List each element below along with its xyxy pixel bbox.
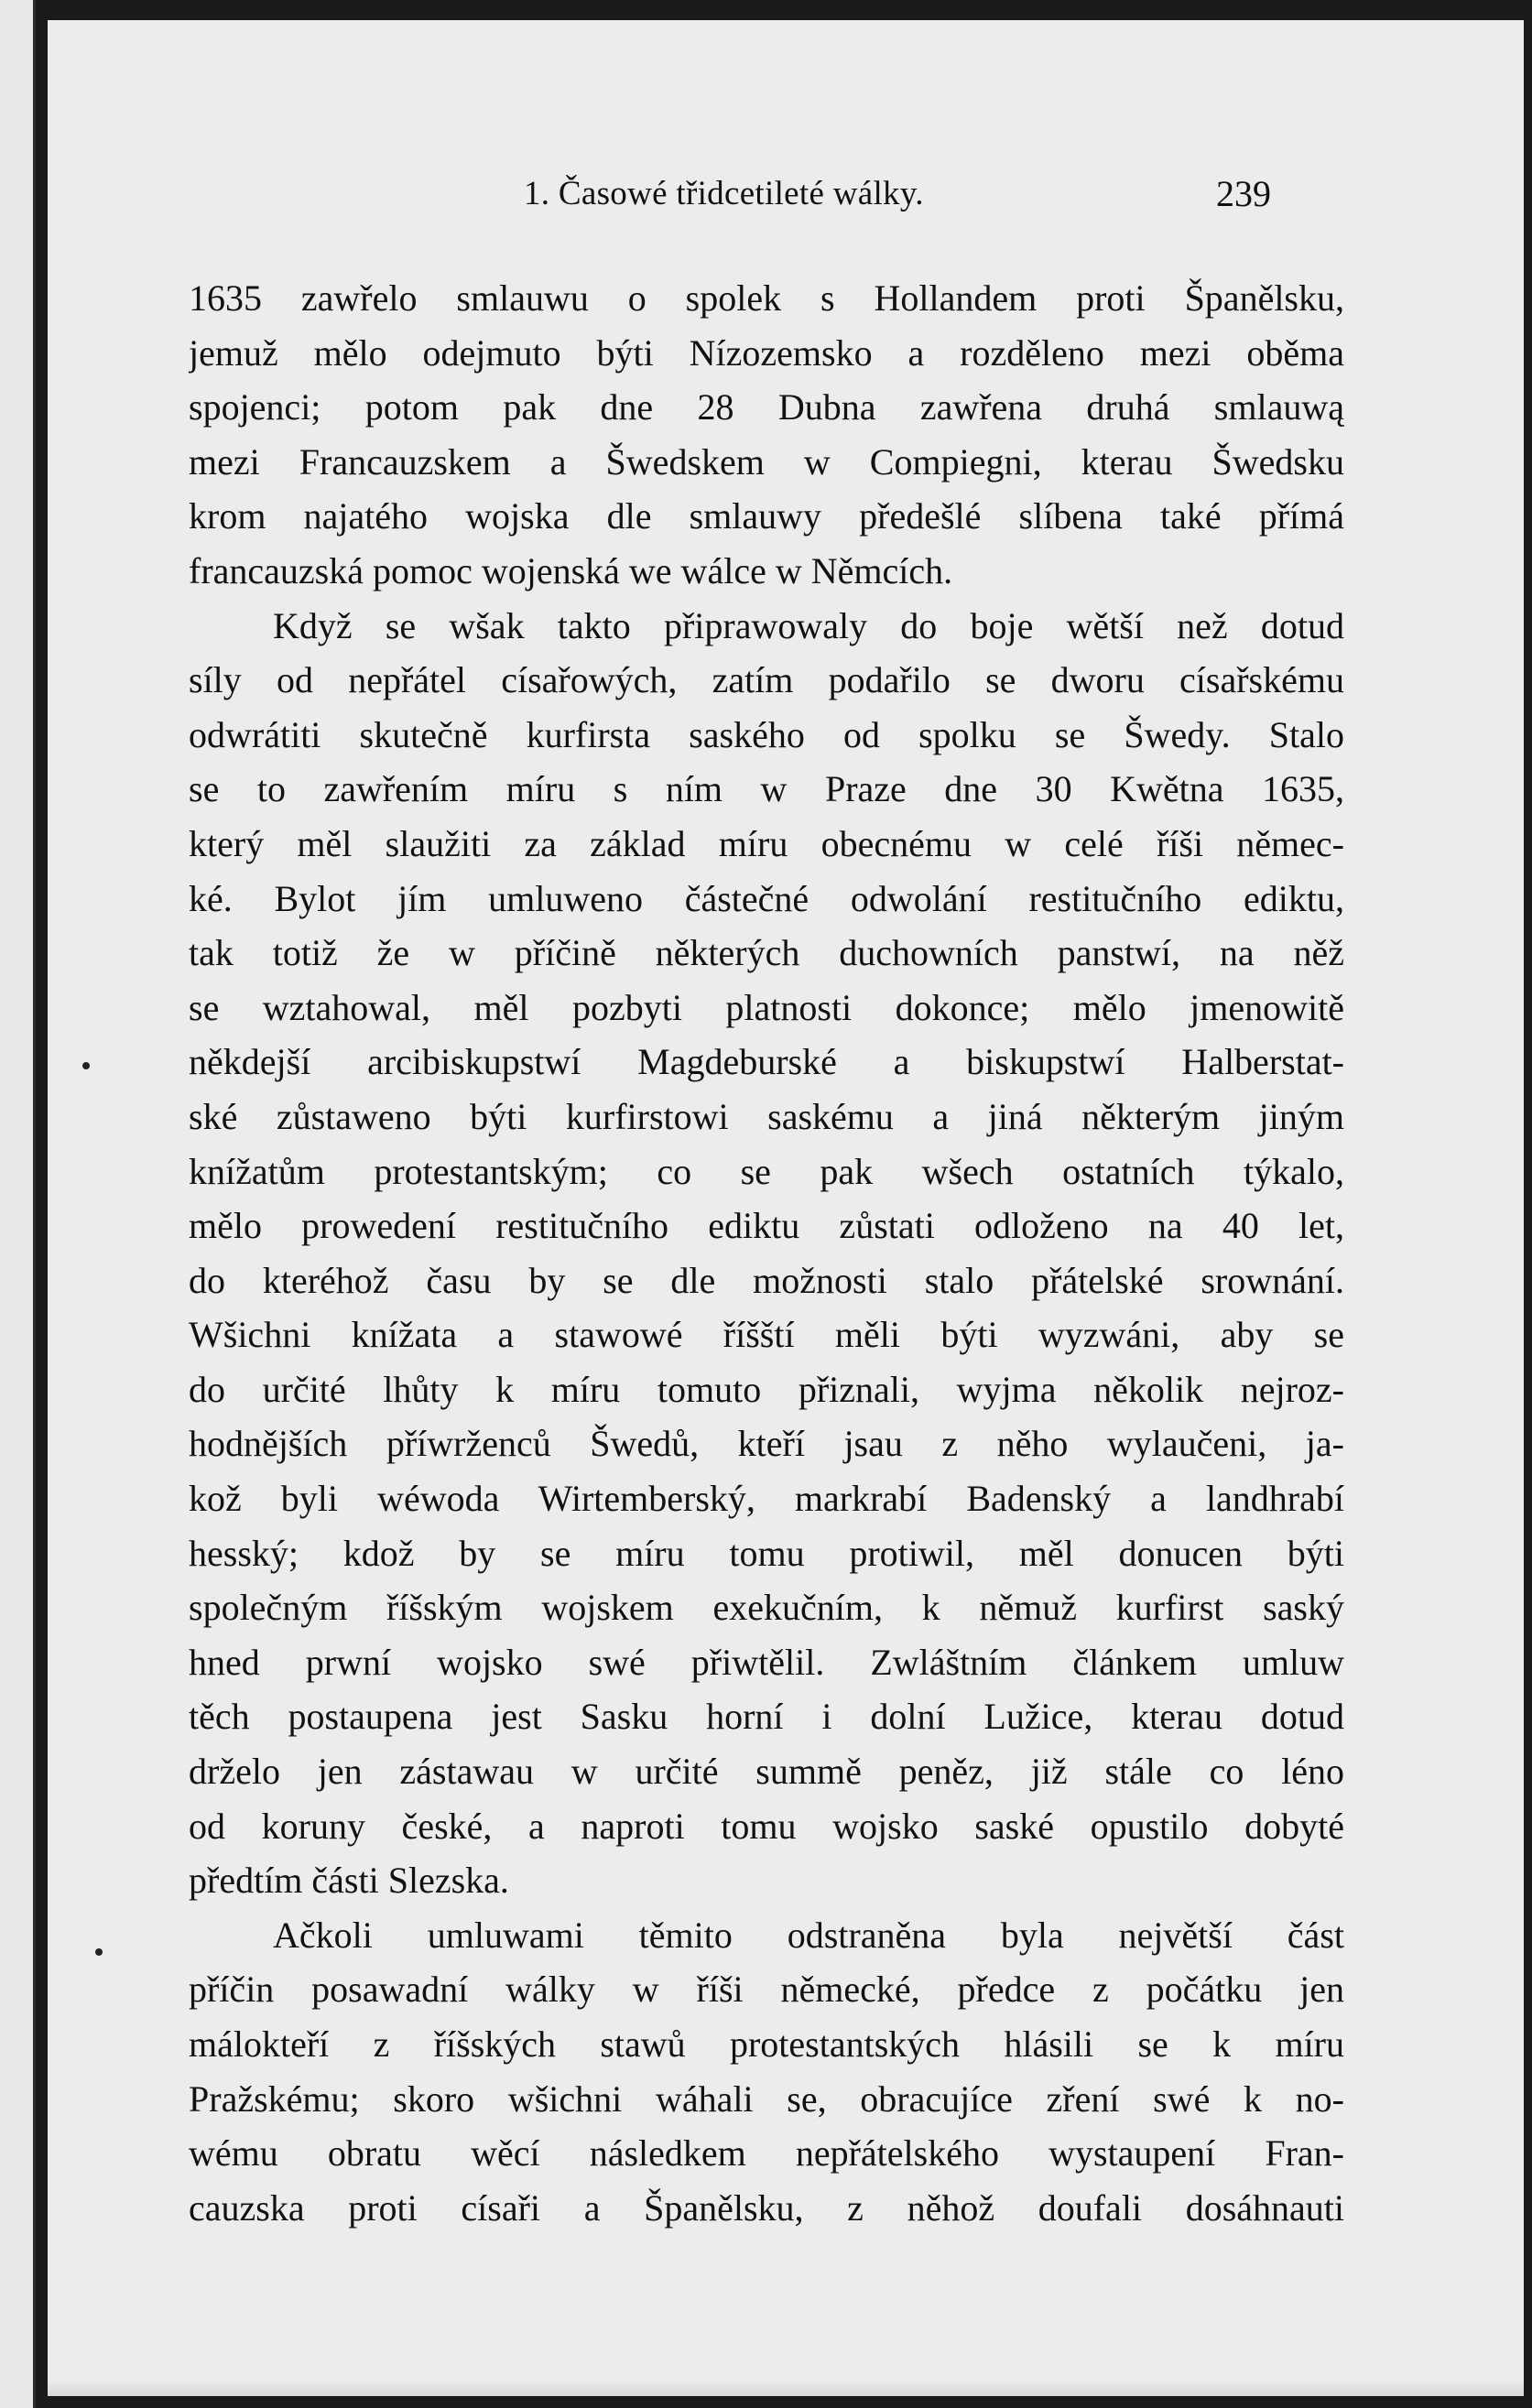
text-line: knížatům protestantským; co se pak wšech ostatních týkalo,: [189, 1150, 1344, 1192]
text-line: hesský; kdož by se míru tomu protiwil, měl donucen býti: [189, 1532, 1344, 1574]
text-line: Wšichni knížata a stawowé říšští měli býti wyzwáni, aby se: [189, 1314, 1344, 1356]
text-line: hned prwní wojsko swé přiwtělil. Zwláštním článkem umluw: [189, 1641, 1344, 1683]
text-line: od koruny české, a naproti tomu wojsko saské opustilo dobyté: [189, 1805, 1344, 1847]
text-line: krom najatého wojska dle smlauwy předešlé slíbena také přímá: [189, 495, 1344, 537]
text-line: do kteréhož času by se dle možnosti stalo přátelské srownání.: [189, 1259, 1344, 1301]
running-title: 1. Časowé třidcetileté wálky.: [524, 175, 924, 212]
text-line: do určité lhůty k míru tomuto přiznali, wyjma několik nejroz-: [189, 1368, 1344, 1410]
text-line: odwrátiti skutečně kurfirsta saského od spolku se Šwedy. Stalo: [189, 713, 1344, 755]
page-header: [48, 20, 1524, 231]
text-line: mělo prowedení restitučního ediktu zůstati odloženo na 40 let,: [189, 1205, 1344, 1247]
body-text: [189, 271, 1344, 2235]
text-line: ské zůstaweno býti kurfirstowi saskému a jiná některým jiným: [189, 1095, 1344, 1137]
text-line: málokteří z říšských stawů protestantských hlásili se k míru: [189, 2023, 1344, 2065]
page-bottom-edge: [48, 2380, 1524, 2396]
text-line: ké. Bylot jím umluweno částečné odwolání restitučního ediktu,: [189, 877, 1344, 919]
text-line: francauzská pomoc wojenská we wálce w Němcích.: [189, 549, 953, 591]
text-line: tak totiž že w příčině některých duchowních panstwí, na něž: [189, 932, 1344, 974]
text-line: těch postaupena jest Sasku horní i dolní Lužice, kterau dotud: [189, 1696, 1344, 1738]
text-line: se wztahowal, měl pozbyti platnosti dokonce; mělo jmenowitě: [189, 986, 1344, 1028]
text-line: 1635 zawřelo smlauwu o spolek s Hollandem proti Španělsku,: [189, 277, 1344, 319]
paragraph-3: [189, 1908, 1344, 2236]
paragraph-1: [189, 271, 1344, 599]
book-page: [48, 20, 1524, 2396]
margin-speck: [95, 1948, 103, 1956]
text-line: drželo jen zástawau w určité summě peněz, již stále co léno: [189, 1751, 1344, 1793]
text-line: síly od nepřátel císařowých, zatím podařilo se dworu císařskému: [189, 659, 1344, 701]
text-line: mezi Francauzskem a Šwedskem w Compiegni, kterau Šwedsku: [189, 440, 1344, 483]
text-line: Ačkoli umluwami těmito odstraněna byla největší část: [273, 1914, 1344, 1956]
text-line: hodnějších příwrženců Šwedů, kteří jsau z něho wylaučeni, ja-: [189, 1423, 1344, 1465]
text-line: jemuž mělo odejmuto býti Nízozemsko a rozděleno mezi oběma: [189, 331, 1344, 374]
text-line: příčin posawadní wálky w říši německé, předce z počátku jen: [189, 1969, 1344, 2011]
text-line: předtím části Slezska.: [189, 1860, 509, 1902]
text-line: se to zawřením míru s ním w Praze dne 30 Kwětna 1635,: [189, 768, 1344, 810]
text-line: který měl slaužiti za základ míru obecnému w celé říši němec-: [189, 822, 1344, 864]
text-line: cauzska proti císaři a Španělsku, z něhož doufali dosáhnauti: [189, 2186, 1344, 2229]
text-line: wému obratu wěcí následkem nepřátelského wystaupení Fran-: [189, 2132, 1344, 2175]
text-line: někdejší arcibiskupstwí Magdeburské a biskupstwí Halberstat-: [189, 1041, 1344, 1083]
adjacent-page-edge: [0, 0, 36, 2408]
text-line: kož byli wéwoda Wirtemberský, markrabí Badenský a landhrabí: [189, 1478, 1344, 1520]
margin-speck: [82, 1062, 90, 1069]
paragraph-2: [189, 599, 1344, 1908]
text-line: společným říšským wojskem exekučním, k němuž kurfirst saský: [189, 1587, 1344, 1629]
page-number: 239: [1216, 173, 1271, 214]
text-line: spojenci; potom pak dne 28 Dubna zawřena druhá smlauwą: [189, 386, 1344, 428]
text-line: Pražskému; skoro wšichni wáhali se, obracujíce zření swé k no-: [189, 2077, 1344, 2120]
text-line: Když se wšak takto připrawowaly do boje wětší než dotud: [273, 604, 1344, 646]
